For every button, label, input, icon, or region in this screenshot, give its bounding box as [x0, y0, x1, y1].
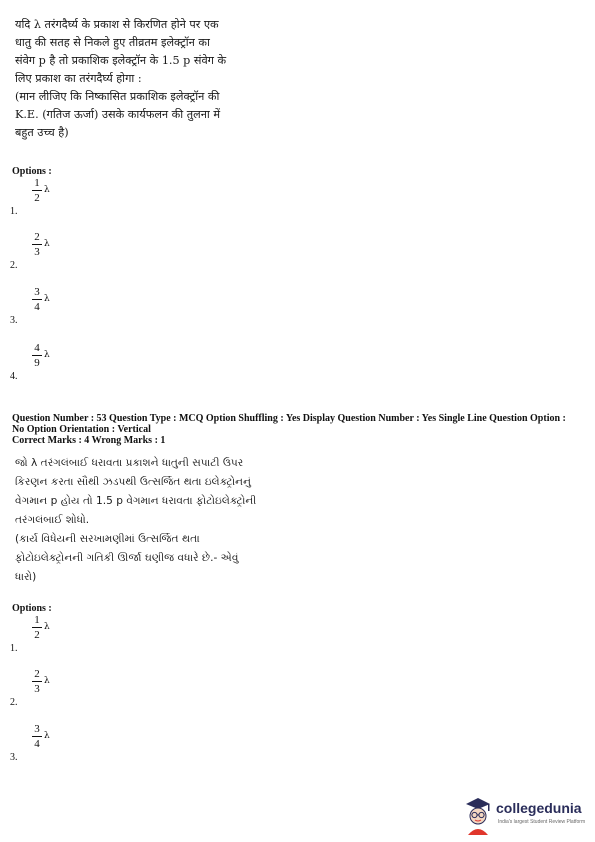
marks-line: Correct Marks : 4 Wrong Marks : 1 — [12, 435, 166, 446]
option-number: 1. — [10, 643, 18, 654]
lambda-symbol: λ — [44, 185, 50, 195]
option-number: 4. — [10, 371, 18, 382]
fraction-denominator: 2 — [34, 629, 40, 641]
question-meta-line: Question Number : 53 Question Type : MCQ Option Shuffling : Yes Display Question Number : Yes Single Line Question Option : — [12, 413, 566, 424]
fraction-bar — [32, 244, 42, 245]
fraction-denominator: 3 — [34, 683, 40, 695]
question-text-hindi: यदि λ तरंगदैर्घ्य के प्रकाश से किरणित होने पर एक धातु की सतह से निकले हुए तीव्रतम इलेक्ट्रॉन का संवेग p है तो प्रकाशिक इलेक्ट्रॉन के 1.5 p संवेग के लिए प्रकाश का तरंगदैर्घ्य होगा : (मान लीजिए कि निष्कासित प्रकाशिक इलेक्ट्रॉन की K.E. (गतिज ऊर्जा) उसके कार्यफलन की तुलना में बहुत उच्च है) — [15, 18, 227, 139]
collegedunia-logo — [463, 795, 588, 835]
fraction-numerator: 4 — [34, 342, 40, 354]
fraction-bar — [32, 681, 42, 682]
fraction — [32, 614, 42, 641]
lambda-symbol: λ — [44, 294, 50, 304]
question-meta-line: No Option Orientation : Vertical — [12, 424, 151, 435]
fraction — [32, 342, 42, 369]
fraction-bar — [32, 627, 42, 628]
lambda-symbol: λ — [44, 239, 50, 249]
option-number: 2. — [10, 697, 18, 708]
fraction — [32, 668, 42, 695]
question-text-gujarati: જો λ તરંગલંબાઈ ધરાવતા પ્રકાશને ધાતુની સપાટી ઉપર કિરણન કરતા સૌથી ઝડપથી ઉત્સર્જિત થતા ઇલેક્ટ્રોનનું વેગમાન p હોય તો 1.5 p વેગમાન ધરાવતા ફોટોઇલેક્ટ્રોની તરંગલંબાઈ શોધો. (કાર્ય વિધેયની સરખામણીમાં ઉત્સર્જિત થતા ફોટોઇલેક્ટ્રોનની ગતિકી ઊર્જા ઘણીજ વધારે છે.- એવું ધારો) — [15, 457, 257, 583]
fraction-denominator: 4 — [34, 738, 40, 750]
option-number: 2. — [10, 260, 18, 271]
fraction-bar — [32, 355, 42, 356]
options-label: Options : — [12, 603, 52, 614]
option-1[interactable] — [10, 177, 90, 217]
question-meta — [12, 413, 587, 446]
lambda-symbol: λ — [44, 731, 50, 741]
option-3[interactable] — [10, 723, 90, 763]
lambda-symbol: λ — [44, 622, 50, 632]
option-number: 3. — [10, 315, 18, 326]
lambda-symbol: λ — [44, 676, 50, 686]
option-2[interactable] — [10, 231, 90, 271]
fraction-numerator: 1 — [34, 614, 40, 626]
fraction-numerator: 2 — [34, 668, 40, 680]
options-label: Options : — [12, 166, 52, 177]
fraction — [32, 177, 42, 204]
fraction — [32, 286, 42, 313]
fraction-numerator: 2 — [34, 231, 40, 243]
fraction — [32, 231, 42, 258]
fraction-denominator: 9 — [34, 357, 40, 369]
option-4[interactable] — [10, 342, 90, 382]
option-1[interactable] — [10, 614, 90, 654]
fraction-numerator: 1 — [34, 177, 40, 189]
option-3[interactable] — [10, 286, 90, 326]
fraction-numerator: 3 — [34, 723, 40, 735]
option-number: 1. — [10, 206, 18, 217]
option-number: 3. — [10, 752, 18, 763]
fraction-bar — [32, 190, 42, 191]
logo-tagline: India's largest Student Review Platform — [498, 819, 586, 825]
fraction-denominator: 4 — [34, 301, 40, 313]
logo-wordmark: collegedunia — [496, 800, 582, 816]
fraction-denominator: 3 — [34, 246, 40, 258]
fraction-numerator: 3 — [34, 286, 40, 298]
graduate-mascot-icon — [463, 795, 493, 835]
option-2[interactable] — [10, 668, 90, 708]
fraction — [32, 723, 42, 750]
fraction-denominator: 2 — [34, 192, 40, 204]
fraction-bar — [32, 299, 42, 300]
fraction-bar — [32, 736, 42, 737]
lambda-symbol: λ — [44, 350, 50, 360]
